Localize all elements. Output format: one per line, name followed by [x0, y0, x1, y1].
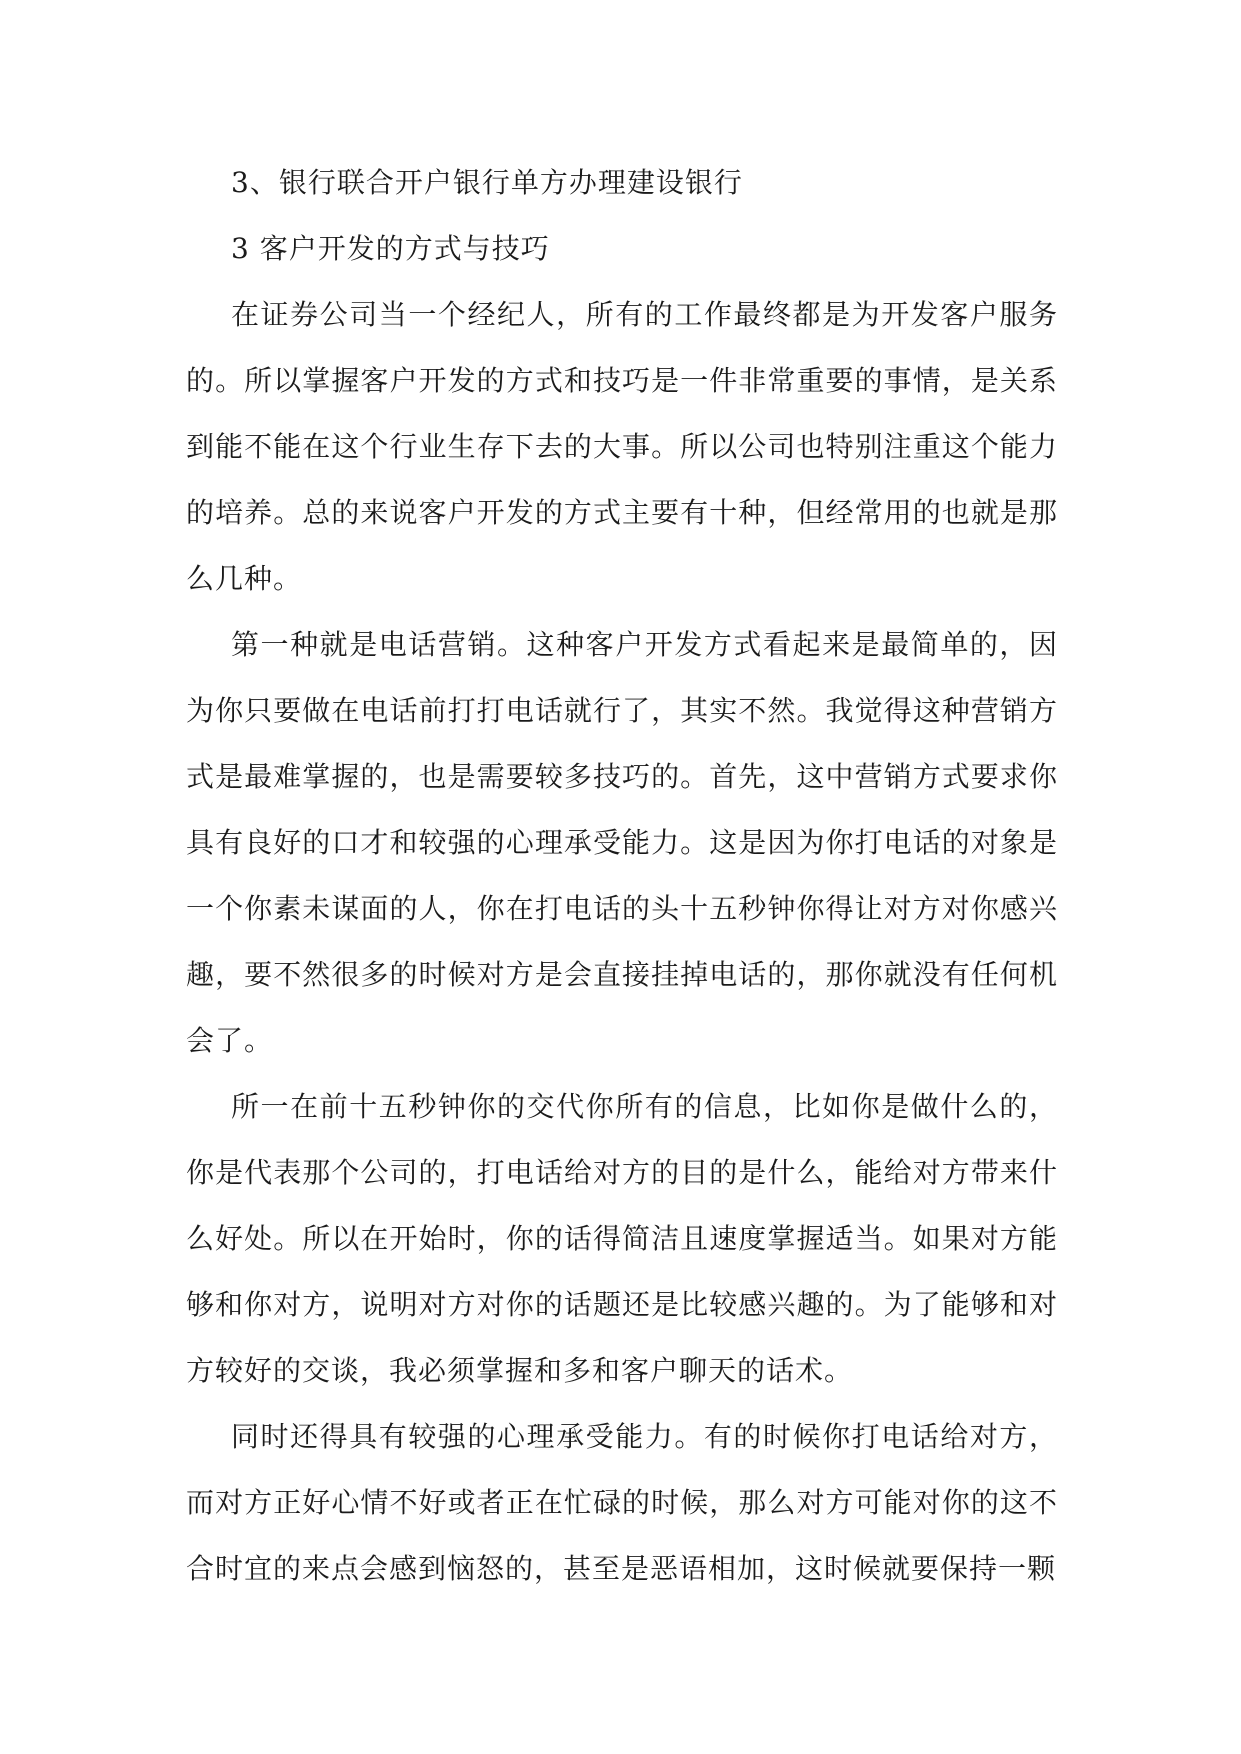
section-item-heading: 3、银行联合开户银行单方办理建设银行	[231, 166, 743, 199]
body-paragraph: 在证券公司当一个经纪人，所有的工作最终都是为开发客户服务的。所以掌握客户开发的方式和技巧是一件非常重要的事情，是关系到能不能在这个行业生存下去的大事。所以公司也特别注重这个能力的培养。总的来说客户开发的方式主要有十种，但经常用的也就是那么几种。	[186, 298, 1058, 595]
section-heading: 3 客户开发的方式与技巧	[231, 232, 550, 265]
document-body	[186, 150, 1058, 1602]
body-paragraph: 第一种就是电话营销。这种客户开发方式看起来是最简单的，因为你只要做在电话前打打电话就行了，其实不然。我觉得这种营销方式是最难掌握的，也是需要较多技巧的。首先，这中营销方式要求你具有良好的口才和较强的心理承受能力。这是因为你打电话的对象是一个你素未谋面的人，你在打电话的头十五秒钟你得让对方对你感兴趣，要不然很多的时候对方是会直接挂掉电话的，那你就没有任何机会了。	[186, 628, 1058, 1057]
body-paragraph: 所一在前十五秒钟你的交代你所有的信息，比如你是做什么的，你是代表那个公司的，打电话给对方的目的是什么，能给对方带来什么好处。所以在开始时，你的话得简洁且速度掌握适当。如果对方能够和你对方，说明对方对你的话题还是比较感兴趣的。为了能够和对方较好的交谈，我必须掌握和多和客户聊天的话术。	[186, 1090, 1058, 1387]
body-paragraph: 同时还得具有较强的心理承受能力。有的时候你打电话给对方，而对方正好心情不好或者正在忙碌的时候，那么对方可能对你的这不合时宜的来点会感到恼怒的，甚至是恶语相加，这时候就要保持一颗	[186, 1420, 1058, 1585]
